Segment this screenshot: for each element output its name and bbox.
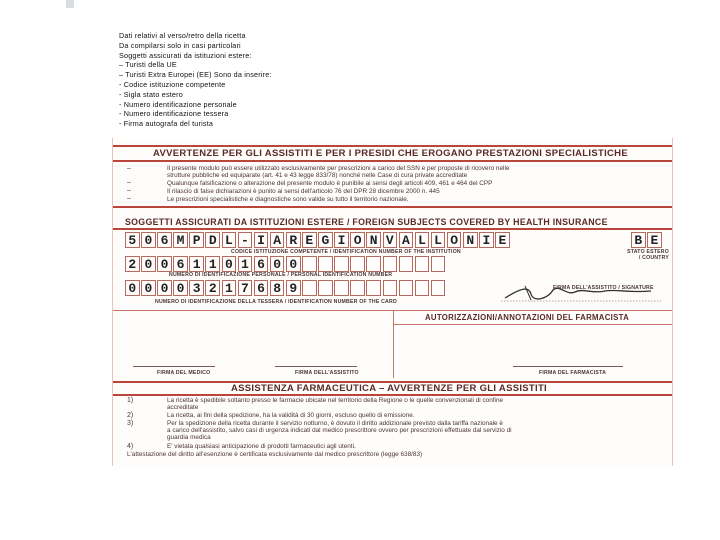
intro-line: Da compilarsi solo in casi particolari — [119, 40, 241, 50]
pharma-line: La ricetta, ai fini della spedizione, ha la validità di 30 giorni, escluso quello di emissione. — [167, 412, 415, 419]
intro-line: - Firma autografa del turista — [119, 119, 214, 129]
pharmacist-title: AUTORIZZAZIONI/ANNOTAZIONI DEL FARMACISTA — [425, 313, 630, 322]
char-box: 6 — [173, 256, 188, 272]
char-box: 6 — [157, 232, 172, 248]
char-box: 2 — [205, 280, 220, 296]
char-box: - — [238, 232, 253, 248]
char-box: P — [189, 232, 204, 248]
char-box: L — [415, 232, 430, 248]
empty-box — [431, 280, 446, 296]
char-box: 7 — [238, 280, 253, 296]
institution-label: CODICE ISTITUZIONE COMPETENTE / IDENTIFICATION NUMBER OF THE INSTITUTION — [231, 249, 461, 255]
intro-line: – Turisti Extra Europei (EE) Sono da inserire: — [119, 70, 272, 80]
empty-box — [366, 256, 381, 272]
char-box: I — [334, 232, 349, 248]
char-box: N — [463, 232, 478, 248]
intro-line: Soggetti assicurati da istituzioni estere: — [119, 50, 252, 60]
card-id-boxes — [125, 280, 447, 296]
char-box: 0 — [125, 280, 140, 296]
empty-box — [399, 280, 414, 296]
pharma-title: ASSISTENZA FARMACEUTICA – AVVERTENZE PER GLI ASSISTITI — [231, 383, 548, 394]
bullet-dash: – — [127, 195, 131, 202]
divider — [113, 394, 672, 396]
char-box: 5 — [125, 232, 140, 248]
empty-box — [366, 280, 381, 296]
intro-line: Dati relativi al verso/retro della ricetta — [119, 31, 246, 40]
char-box: O — [350, 232, 365, 248]
foreign-title: SOGGETTI ASSICURATI DA ISTITUZIONI ESTERE / FOREIGN SUBJECTS COVERED BY HEALTH INSURANCE — [125, 217, 608, 227]
pharma-line: L'attestazione del diritto all'esenzione è certificata esclusivamente dal medico prescrittore (legge 638/83) — [127, 451, 423, 458]
char-box: B — [631, 232, 646, 248]
char-box: 2 — [125, 256, 140, 272]
intro-line: – Turisti della UE — [119, 60, 177, 70]
institution-code-boxes — [125, 232, 511, 248]
char-box: E — [647, 232, 662, 248]
pharma-line: La ricetta è spedibile soltanto presso le farmacie ubicate nel territorio della Regione o le quelle convenzionali di confine — [167, 397, 504, 404]
pharma-line: accreditate — [167, 404, 199, 411]
empty-box — [399, 256, 414, 272]
char-box: 0 — [222, 256, 237, 272]
divider — [113, 228, 672, 230]
empty-box — [383, 256, 398, 272]
corner-marker — [66, 0, 74, 8]
char-box: 0 — [286, 256, 301, 272]
divider — [113, 206, 672, 208]
empty-box — [350, 280, 365, 296]
char-box: N — [366, 232, 381, 248]
char-box: 1 — [205, 256, 220, 272]
char-box: 1 — [222, 280, 237, 296]
warnings-title: AVVERTENZE PER GLI ASSISTITI E PER I PRESIDI CHE EROGANO PRESTAZIONI SPECIALISTICHE — [153, 148, 628, 159]
empty-box — [302, 256, 317, 272]
pharma-line: guardia medica — [167, 434, 211, 441]
bullet-dash: – — [127, 179, 131, 186]
empty-box — [302, 280, 317, 296]
bullet-dash: – — [127, 165, 131, 172]
item-number: 2) — [127, 412, 134, 419]
personal-id-label: NUMERO DI IDENTIFICAZIONE PERSONALE / PERSONAL IDENTIFICATION NUMBER — [169, 272, 393, 278]
char-box: 0 — [173, 280, 188, 296]
char-box: M — [173, 232, 188, 248]
char-box: 1 — [238, 256, 253, 272]
warning-line: Il rilascio di false dichiarazioni è punito ai sensi dell'articolo 76 del DPR 28 dicembre 2000 n. 445 — [167, 188, 440, 195]
char-box: 0 — [157, 256, 172, 272]
empty-box — [415, 280, 430, 296]
empty-box — [350, 256, 365, 272]
empty-box — [383, 280, 398, 296]
char-box: L — [222, 232, 237, 248]
warning-line: strutture pubbliche ed equiparate (art. 41 e 43 legge 833/78) nonché nelle Case di cura private accreditate — [167, 172, 468, 179]
pharma-line: Per la spedizione della ricetta durante il servizio notturno, è dovuto il diritto addizionale previsto dalla tariffa nazionale è — [167, 420, 503, 427]
empty-box — [334, 280, 349, 296]
warning-line: Le prescrizioni specialistiche e diagnostiche sono valide su tutto il territorio nazionale. — [167, 196, 409, 203]
char-box: E — [302, 232, 317, 248]
signature-line — [275, 366, 357, 367]
item-number: 1) — [127, 397, 134, 404]
signature-line — [513, 366, 623, 367]
char-box: 0 — [141, 280, 156, 296]
char-box: 6 — [254, 256, 269, 272]
empty-box — [318, 280, 333, 296]
card-id-label: NUMERO DI IDENTIFICAZIONE DELLA TESSERA / IDENTIFICATION NUMBER OF THE CARD — [155, 299, 397, 305]
empty-box — [318, 256, 333, 272]
char-box: V — [383, 232, 398, 248]
char-box: 9 — [286, 280, 301, 296]
country-code-boxes — [631, 232, 663, 248]
divider — [113, 145, 672, 147]
country-label: STATO ESTERO / COUNTRY — [627, 249, 669, 261]
char-box: I — [479, 232, 494, 248]
divider — [113, 160, 672, 162]
char-box: 8 — [270, 280, 285, 296]
divider — [394, 324, 672, 325]
item-number: 4) — [127, 443, 134, 450]
char-box: R — [286, 232, 301, 248]
char-box: D — [205, 232, 220, 248]
item-number: 3) — [127, 420, 134, 427]
sign-patient-label: FIRMA DELL'ASSISTITO — [295, 370, 359, 376]
pharma-line: a carico dell'assistito, salvo casi di urgenza indicati dal medico prescrittore ovvero per prescrizioni effettuate dal servizio di — [167, 427, 512, 434]
char-box: 0 — [270, 256, 285, 272]
char-box: I — [254, 232, 269, 248]
char-box: 6 — [254, 280, 269, 296]
pharma-line: E' vietata qualsiasi anticipazione di prodotti farmaceutici agli utenti. — [167, 443, 356, 450]
prescription-form-image — [112, 138, 673, 466]
char-box: 3 — [189, 280, 204, 296]
char-box: L — [431, 232, 446, 248]
sign-doctor-label: FIRMA DEL MEDICO — [157, 370, 211, 376]
char-box: E — [495, 232, 510, 248]
signature-line — [133, 366, 215, 367]
char-box: G — [318, 232, 333, 248]
intro-line: - Codice istituzione competente — [119, 79, 226, 89]
divider — [393, 310, 394, 378]
intro-text — [119, 31, 272, 129]
empty-box — [431, 256, 446, 272]
char-box: A — [270, 232, 285, 248]
empty-box — [334, 256, 349, 272]
empty-box — [415, 256, 430, 272]
warning-line: Il presente modulo può essere utilizzato esclusivamente per prescrizioni a carico del SSN e per proposte di ricovero nelle — [167, 165, 510, 172]
char-box: 1 — [189, 256, 204, 272]
bullet-dash: – — [127, 187, 131, 194]
char-box: 0 — [157, 280, 172, 296]
char-box: O — [447, 232, 462, 248]
sign-pharmacist-label: FIRMA DEL FARMACISTA — [539, 370, 607, 376]
char-box: A — [399, 232, 414, 248]
intro-line: - Sigla stato estero — [119, 89, 183, 99]
personal-id-boxes — [125, 256, 447, 272]
char-box: 0 — [141, 256, 156, 272]
intro-line: - Numero identificazione tessera — [119, 109, 229, 119]
warning-line: Qualunque falsificazione o alterazione del presente modulo è punibile ai sensi degli articoli 409, 461 e 464 del CPP — [167, 180, 493, 187]
signature-label: FIRMA DELL'ASSISTITO / SIGNATURE — [553, 285, 654, 291]
char-box: 0 — [141, 232, 156, 248]
intro-line: - Numero identificazione personale — [119, 99, 237, 109]
